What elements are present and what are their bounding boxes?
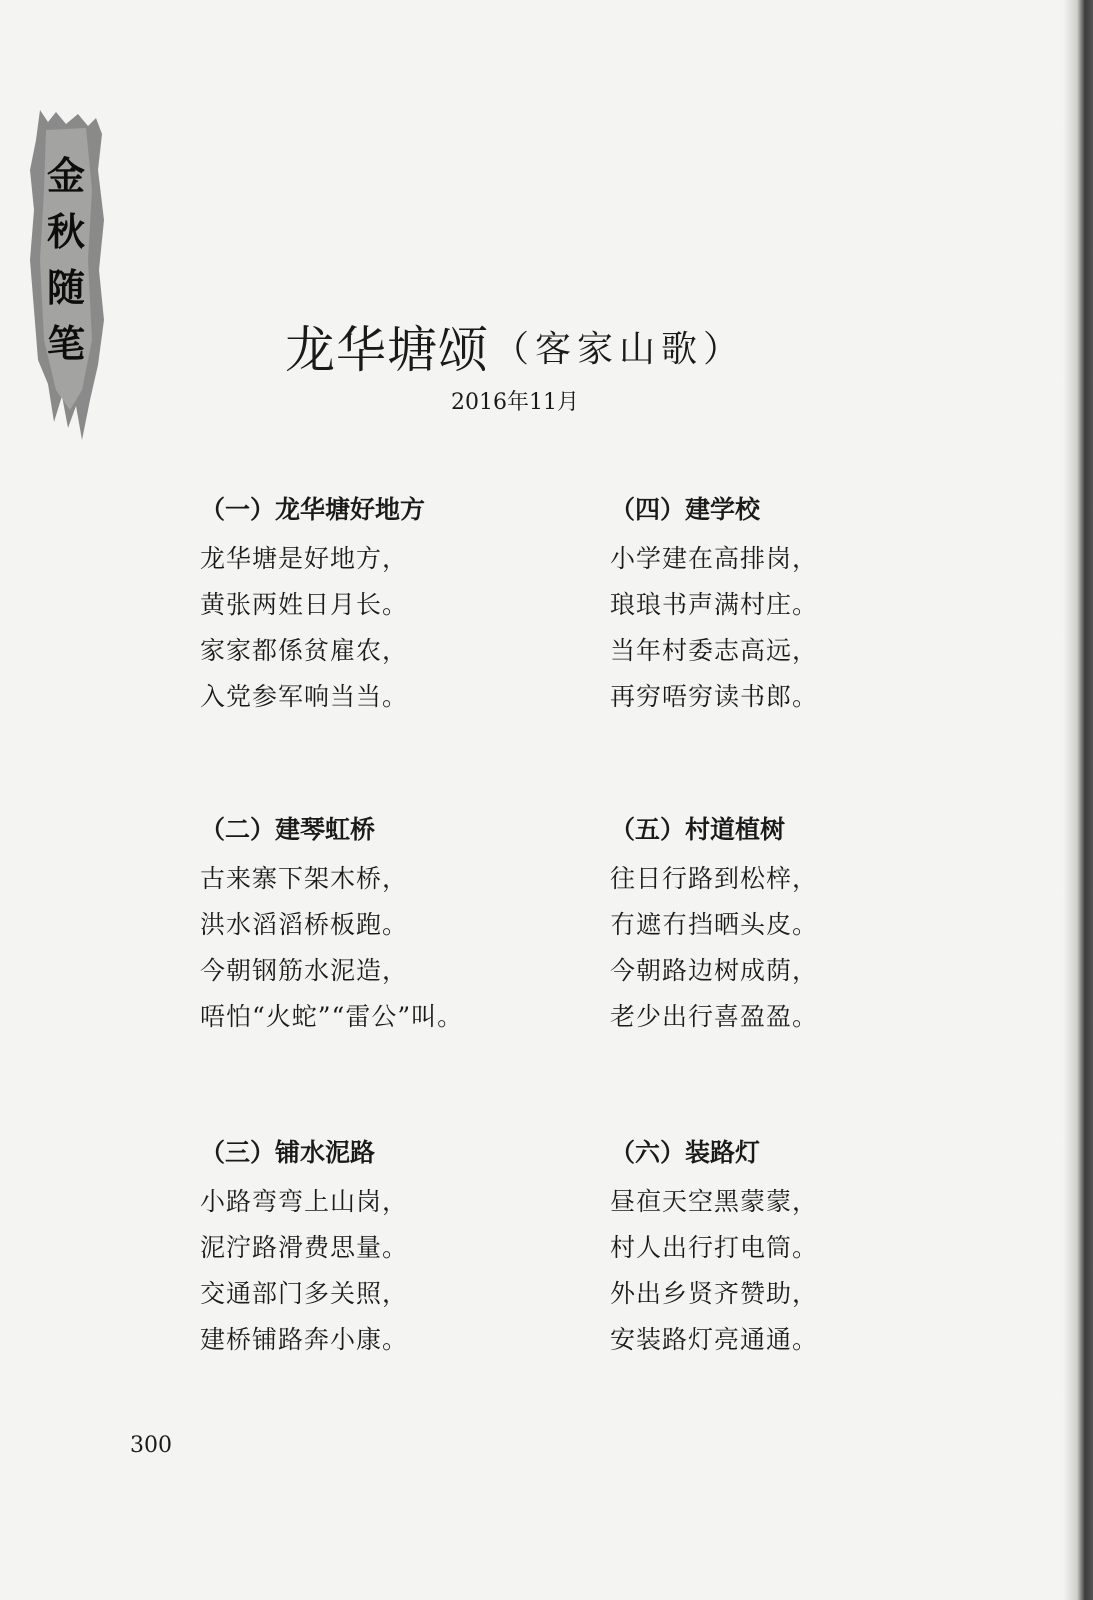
poem-line: 今朝路边树成荫，	[610, 956, 819, 985]
poem-line: 今朝钢筋水泥造，	[200, 956, 409, 985]
poem-line: 家家都係贫雇农，	[200, 636, 409, 665]
poem-block	[200, 810, 580, 1040]
side-tab-char: 随	[46, 265, 85, 310]
side-tab-char: 秋	[46, 209, 85, 254]
page-edge-shadow	[1063, 0, 1093, 1600]
poem-block	[200, 1133, 580, 1363]
poem-line: 琅琅书声满村庄。	[610, 590, 819, 619]
poem-line: 建桥铺路奔小康。	[200, 1325, 409, 1354]
poem-line: 古来寨下架木桥，	[200, 864, 409, 893]
poem-line: 安装路灯亮通通。	[610, 1325, 819, 1354]
date-line: 2016年11月	[451, 390, 579, 415]
poem-heading: （六）装路灯	[610, 1138, 761, 1167]
poem-block	[610, 490, 990, 720]
poem-heading: （三）铺水泥路	[200, 1138, 376, 1167]
poem-line: 黄张两姓日月长。	[200, 590, 409, 619]
poem-line: 唔怕“火蛇”“雷公”叫。	[200, 1002, 464, 1031]
poem-line: 入党参军响当当。	[200, 682, 409, 711]
poem-line: 往日行路到松梓，	[610, 864, 819, 893]
poem-line: 小学建在高排岗，	[610, 544, 819, 573]
poem-line: 老少出行喜盈盈。	[610, 1002, 819, 1031]
poem-heading: （五）村道植树	[610, 815, 786, 844]
poem-line: 冇遮冇挡晒头皮。	[610, 910, 819, 939]
title-subtitle: （客家山歌）	[492, 328, 745, 370]
poem-line: 外出乡贤齐赞助，	[610, 1279, 819, 1308]
poem-line: 再穷唔穷读书郎。	[610, 682, 819, 711]
poem-heading: （四）建学校	[610, 495, 761, 524]
page-title	[0, 310, 1030, 382]
side-tab-char: 金	[46, 153, 85, 198]
poem-line: 昼亱天空黑蒙蒙，	[610, 1187, 819, 1216]
page-number: 300	[130, 1433, 172, 1458]
side-tab-char: 笔	[46, 321, 85, 366]
poem-line: 泥泞路滑费思量。	[200, 1233, 409, 1262]
poem-block	[610, 810, 990, 1040]
poem-line: 当年村委志高远，	[610, 636, 819, 665]
poem-line: 龙华塘是好地方，	[200, 544, 409, 573]
poem-block	[610, 1133, 990, 1363]
poem-heading: （一）龙华塘好地方	[200, 495, 426, 524]
poem-line: 村人出行打电筒。	[610, 1233, 819, 1262]
poem-line: 小路弯弯上山岗，	[200, 1187, 409, 1216]
poem-line: 交通部门多关照，	[200, 1279, 409, 1308]
poem-line: 洪水滔滔桥板跑。	[200, 910, 409, 939]
poem-block	[200, 490, 580, 720]
title-main: 龙华塘颂	[284, 321, 489, 379]
poem-heading: （二）建琴虹桥	[200, 815, 376, 844]
